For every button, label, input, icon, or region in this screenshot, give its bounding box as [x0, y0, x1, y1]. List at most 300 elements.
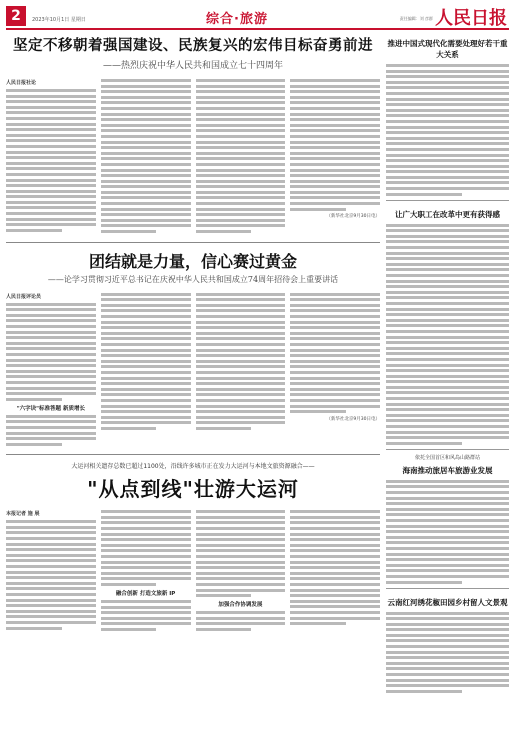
text-line	[386, 330, 509, 333]
text-line	[196, 118, 286, 121]
text-line	[101, 416, 191, 419]
article-canal	[6, 461, 380, 633]
text-line	[101, 421, 191, 424]
text-line	[196, 293, 286, 296]
sidebar-kicker: 依托全国首区和风岛山路群站	[414, 454, 480, 461]
subhead-commentary: "六字诀"标准答题 新质增长	[16, 405, 85, 412]
subhead-canal: 融合创新 打造文旅新 IP	[115, 591, 176, 597]
text-line	[101, 544, 191, 547]
text-line	[101, 371, 191, 374]
text-line	[386, 541, 509, 544]
text-line	[290, 79, 380, 82]
text-line	[386, 308, 509, 311]
text-line	[6, 375, 96, 378]
text-line	[196, 521, 286, 524]
text-line	[196, 298, 286, 301]
text-line	[386, 547, 509, 550]
text-line	[386, 165, 509, 168]
text-line	[386, 508, 509, 511]
text-line	[6, 392, 96, 395]
text-line	[196, 321, 286, 324]
text-line	[101, 208, 191, 211]
text-line	[386, 651, 509, 654]
text-line	[290, 393, 380, 396]
text-column	[6, 510, 96, 633]
text-line	[290, 549, 380, 552]
text-line	[386, 159, 509, 162]
text-line	[196, 589, 286, 592]
text-line	[101, 157, 191, 160]
text-line	[290, 521, 380, 524]
text-line	[290, 583, 380, 586]
text-line	[386, 442, 462, 445]
text-line	[196, 146, 286, 149]
text-line	[290, 538, 380, 541]
text-line	[101, 427, 157, 430]
text-line	[196, 337, 286, 340]
text-line	[290, 163, 380, 166]
text-line	[101, 191, 191, 194]
text-line	[101, 293, 191, 296]
text-line	[6, 151, 96, 154]
byline-canal: 本报记者 施 展	[6, 511, 40, 518]
text-line	[6, 128, 96, 131]
text-line	[101, 343, 191, 346]
text-line	[196, 594, 252, 597]
text-line	[196, 326, 286, 329]
text-line	[196, 219, 286, 222]
text-column	[6, 79, 96, 236]
text-line	[196, 622, 286, 625]
text-line	[101, 298, 191, 301]
text-line	[196, 516, 286, 519]
text-line	[101, 555, 191, 558]
text-line	[386, 131, 509, 134]
text-line	[6, 134, 96, 137]
text-line	[386, 148, 509, 151]
body-editorial	[6, 79, 380, 236]
text-line	[6, 206, 96, 209]
text-line	[196, 393, 286, 396]
sidebar-article	[386, 449, 509, 584]
text-line	[6, 89, 96, 92]
text-line	[101, 628, 157, 631]
text-line	[196, 101, 286, 104]
text-line	[290, 605, 380, 608]
text-line	[196, 230, 252, 233]
text-line	[196, 85, 286, 88]
text-line	[196, 113, 286, 116]
text-line	[290, 107, 380, 110]
text-line	[101, 337, 191, 340]
text-line	[196, 96, 286, 99]
text-line	[196, 196, 286, 199]
text-line	[196, 180, 286, 183]
text-line	[101, 622, 191, 625]
text-line	[290, 85, 380, 88]
text-line	[386, 193, 462, 196]
body-canal	[6, 510, 380, 633]
text-line	[101, 124, 191, 127]
text-line	[6, 604, 96, 607]
text-line	[386, 187, 509, 190]
text-line	[386, 64, 509, 67]
text-line	[101, 169, 191, 172]
text-line	[6, 554, 96, 557]
text-line	[386, 341, 509, 344]
text-line	[386, 617, 509, 620]
text-line	[6, 201, 96, 204]
text-line	[6, 621, 96, 624]
text-line	[6, 359, 96, 362]
text-line	[101, 196, 191, 199]
text-line	[386, 639, 509, 642]
text-line	[6, 587, 96, 590]
text-column	[290, 510, 380, 633]
text-line	[196, 163, 286, 166]
text-line	[6, 184, 96, 187]
text-line	[101, 527, 191, 530]
text-line	[6, 610, 96, 613]
text-line	[196, 555, 286, 558]
text-line	[386, 397, 509, 400]
text-column	[290, 79, 380, 236]
text-line	[386, 491, 509, 494]
editor-credit: 责任编辑：刘 彦群	[399, 16, 433, 21]
text-line	[6, 565, 96, 568]
text-line	[290, 208, 346, 211]
text-line	[196, 208, 286, 211]
text-line	[196, 129, 286, 132]
subhead-canal: 加强合作协调发展	[218, 602, 263, 609]
section-title: 综合·旅游	[206, 12, 268, 27]
text-line	[101, 315, 191, 318]
text-line	[196, 360, 286, 363]
sidebar-article	[386, 38, 509, 196]
text-line	[101, 213, 191, 216]
text-line	[386, 656, 509, 659]
text-line	[290, 202, 380, 205]
text-line	[196, 572, 286, 575]
text-line	[101, 606, 191, 609]
text-line	[386, 92, 509, 95]
text-line	[6, 537, 96, 540]
text-line	[6, 432, 96, 435]
text-line	[196, 343, 286, 346]
text-line	[290, 555, 380, 558]
text-line	[196, 410, 286, 413]
text-line	[290, 365, 380, 368]
text-line	[290, 96, 380, 99]
text-line	[101, 360, 191, 363]
text-line	[386, 313, 509, 316]
text-line	[196, 349, 286, 352]
text-line	[6, 415, 96, 418]
text-line	[101, 230, 157, 233]
text-line	[196, 538, 286, 541]
text-line	[386, 419, 509, 422]
text-line	[101, 309, 191, 312]
text-line	[196, 309, 286, 312]
text-line	[386, 525, 509, 528]
text-line	[386, 352, 509, 355]
text-line	[290, 354, 380, 357]
text-line	[101, 152, 191, 155]
text-line	[290, 622, 346, 625]
text-line	[290, 146, 380, 149]
text-line	[196, 141, 286, 144]
text-line	[386, 581, 462, 584]
text-line	[290, 90, 380, 93]
text-line	[386, 120, 509, 123]
text-line	[386, 530, 509, 533]
sidebar	[386, 34, 509, 695]
text-line	[101, 135, 191, 138]
divider	[6, 454, 380, 455]
text-line	[290, 196, 380, 199]
text-line	[386, 109, 509, 112]
text-line	[196, 533, 286, 536]
text-line	[290, 561, 380, 564]
text-line	[290, 577, 380, 580]
text-line	[386, 336, 509, 339]
text-line	[101, 185, 191, 188]
text-line	[386, 154, 509, 157]
text-line	[290, 304, 380, 307]
text-line	[6, 576, 96, 579]
subtitle-editorial: ——热烈庆祝中华人民共和国成立七十四周年	[102, 61, 283, 71]
text-line	[386, 673, 509, 676]
text-line	[6, 381, 96, 384]
text-line	[6, 559, 96, 562]
text-line	[6, 342, 96, 345]
text-line	[290, 101, 380, 104]
text-line	[6, 123, 96, 126]
text-line	[290, 566, 380, 569]
text-line	[290, 617, 380, 620]
text-line	[290, 349, 380, 352]
text-line	[6, 582, 96, 585]
text-line	[196, 152, 286, 155]
main-column	[6, 34, 380, 634]
body-commentary	[6, 293, 380, 449]
text-line	[386, 224, 509, 227]
text-line	[196, 169, 286, 172]
text-line	[101, 96, 191, 99]
text-line	[6, 218, 96, 221]
text-line	[386, 347, 509, 350]
text-line	[196, 202, 286, 205]
text-line	[386, 575, 509, 578]
text-line	[386, 690, 462, 693]
text-line	[386, 246, 509, 249]
text-line	[290, 388, 380, 391]
text-line	[290, 309, 380, 312]
text-line	[101, 600, 191, 603]
text-line	[196, 191, 286, 194]
page-number: 2	[6, 6, 26, 26]
text-line	[386, 684, 509, 687]
text-line	[101, 538, 191, 541]
text-line	[6, 615, 96, 618]
text-line	[196, 377, 286, 380]
text-line	[6, 599, 96, 602]
text-line	[196, 544, 286, 547]
text-line	[196, 577, 286, 580]
text-line	[101, 174, 191, 177]
text-line	[386, 126, 509, 129]
text-line	[101, 202, 191, 205]
headline-commentary: 团结就是力量，信心赛过黄金	[88, 251, 297, 271]
text-line	[386, 103, 509, 106]
text-line	[101, 410, 191, 413]
text-line	[101, 382, 191, 385]
byline-commentary: 人民日报评论员	[6, 293, 42, 300]
text-line	[6, 526, 96, 529]
text-line	[6, 229, 62, 232]
text-line	[6, 387, 96, 390]
text-line	[290, 174, 380, 177]
text-line	[101, 577, 191, 580]
text-line	[386, 142, 509, 145]
text-line	[101, 321, 191, 324]
text-line	[290, 527, 380, 530]
text-line	[386, 235, 509, 238]
text-line	[196, 527, 286, 530]
headline-canal: "从点到线"壮游大运河	[87, 477, 299, 502]
text-line	[386, 391, 509, 394]
text-line	[386, 425, 509, 428]
text-line	[196, 421, 286, 424]
text-line	[386, 364, 509, 367]
text-line	[6, 111, 96, 114]
text-line	[386, 480, 509, 483]
text-line	[6, 336, 96, 339]
text-line	[101, 365, 191, 368]
text-line	[386, 319, 509, 322]
text-line	[101, 141, 191, 144]
text-line	[386, 358, 509, 361]
text-line	[290, 124, 380, 127]
text-line	[101, 617, 191, 620]
text-line	[101, 521, 191, 524]
divider	[6, 242, 380, 243]
text-line	[6, 571, 96, 574]
text-line	[386, 176, 509, 179]
text-line	[290, 185, 380, 188]
text-line	[196, 510, 286, 513]
sidebar-article	[386, 200, 509, 445]
text-line	[196, 561, 286, 564]
text-line	[196, 371, 286, 374]
text-line	[290, 118, 380, 121]
text-line	[290, 343, 380, 346]
text-line	[386, 679, 509, 682]
text-line	[196, 185, 286, 188]
text-line	[6, 443, 62, 446]
text-line	[101, 516, 191, 519]
text-line	[196, 213, 286, 216]
text-line	[386, 257, 509, 260]
text-line	[386, 414, 509, 417]
text-line	[290, 169, 380, 172]
text-line	[196, 583, 286, 586]
text-line	[386, 369, 509, 372]
text-line	[101, 611, 191, 614]
text-line	[196, 135, 286, 138]
text-line	[6, 173, 96, 176]
text-line	[196, 174, 286, 177]
text-line	[101, 393, 191, 396]
text-line	[386, 553, 509, 556]
kicker-canal: 大运河相关遗存总数已超过1100处，沿线许多城市正在发力大运河与本地文旅资源融合——	[71, 463, 315, 471]
text-line	[196, 90, 286, 93]
sidebar-headline: 海南推动旅居车旅游业发展	[402, 465, 493, 475]
text-line	[101, 510, 191, 513]
text-line	[386, 137, 509, 140]
masthead-rule	[6, 28, 509, 30]
text-line	[290, 135, 380, 138]
text-line	[386, 645, 509, 648]
text-line	[6, 100, 96, 103]
text-line	[290, 315, 380, 318]
text-line	[290, 382, 380, 385]
sidebar-headline: 推进中国式现代化需要处理好若干重大关系	[387, 39, 508, 59]
text-line	[290, 326, 380, 329]
text-line	[290, 611, 380, 614]
text-line	[6, 398, 62, 401]
text-line	[290, 298, 380, 301]
text-line	[196, 416, 286, 419]
text-line	[101, 566, 191, 569]
text-line	[6, 325, 96, 328]
text-line	[6, 308, 96, 311]
text-column	[101, 293, 191, 449]
text-line	[386, 375, 509, 378]
text-line	[386, 408, 509, 411]
sidebar-headline: 云南红河绣花椒田园乡村留人文景观	[387, 597, 508, 607]
sidebar-article	[386, 588, 509, 693]
text-line	[386, 612, 509, 615]
text-column	[6, 293, 96, 449]
text-line	[6, 627, 62, 630]
newspaper-logo: 人民日报	[435, 8, 507, 29]
text-column	[196, 510, 286, 633]
text-line	[6, 314, 96, 317]
text-line	[290, 129, 380, 132]
text-line	[196, 107, 286, 110]
text-line	[290, 293, 380, 296]
signature-editorial: （新华社北京9月30日电）	[326, 214, 380, 220]
text-line	[290, 141, 380, 144]
text-line	[386, 296, 509, 299]
text-line	[386, 181, 509, 184]
text-line	[101, 219, 191, 222]
text-line	[6, 531, 96, 534]
text-line	[101, 533, 191, 536]
headline-editorial: 坚定不移朝着强国建设、民族复兴的宏伟目标奋勇前进	[13, 38, 373, 54]
text-line	[101, 388, 191, 391]
text-line	[290, 157, 380, 160]
text-line	[290, 113, 380, 116]
text-line	[196, 79, 286, 82]
text-line	[386, 569, 509, 572]
text-line	[386, 564, 509, 567]
text-line	[6, 156, 96, 159]
text-line	[196, 549, 286, 552]
text-line	[6, 520, 96, 523]
text-line	[6, 117, 96, 120]
